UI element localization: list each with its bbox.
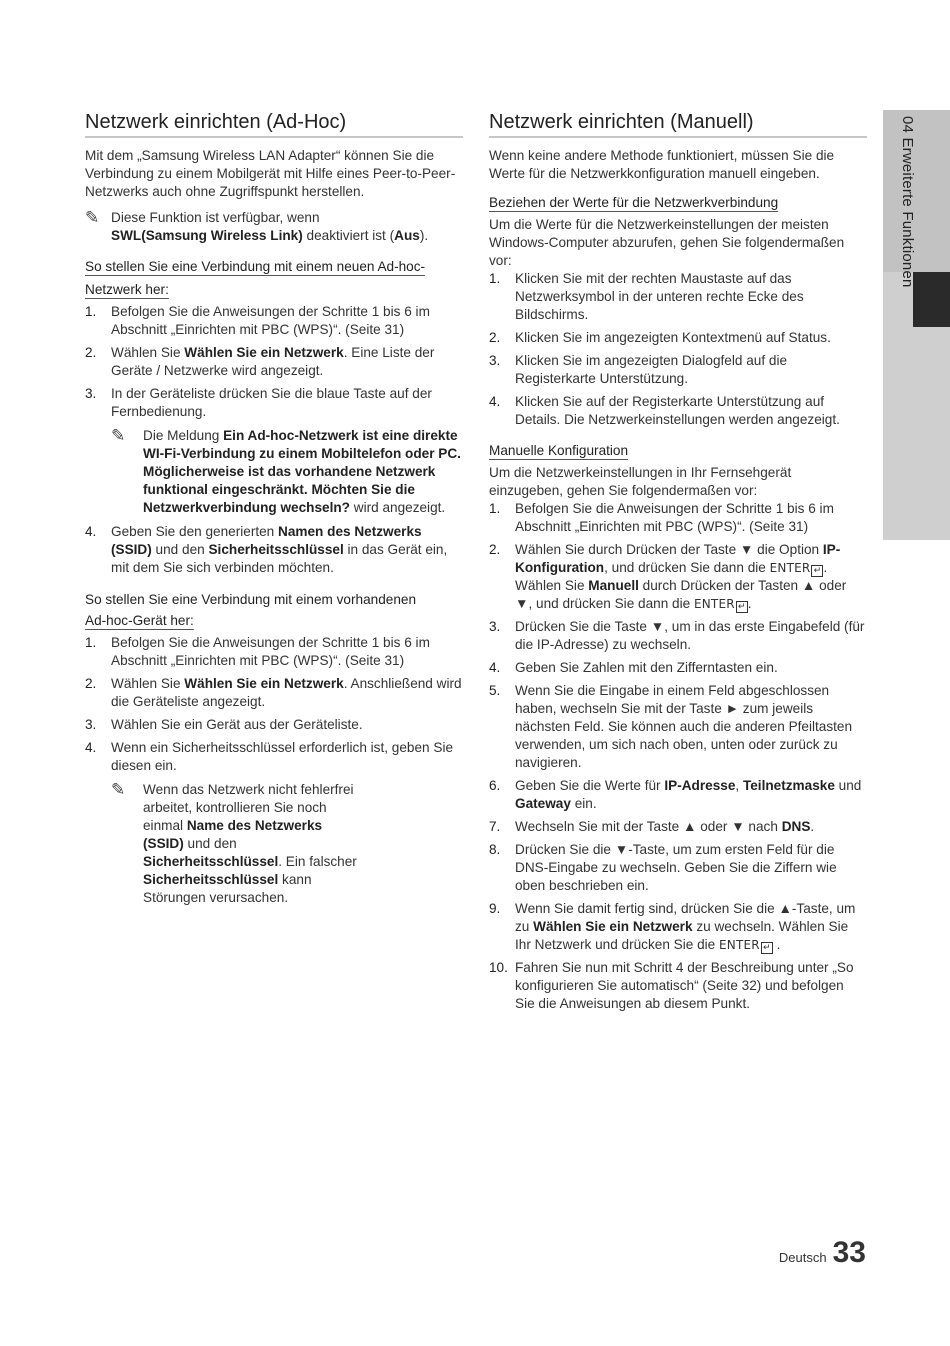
list-item: 8. Drücken Sie die ▼-Taste, um zum ersten Feld für die DNS-Eingabe zu wechseln. Geben Sie die Ziffern wie oben beschrieben ein. xyxy=(489,842,837,893)
list-item: 4. Wenn ein Sicherheitsschlüssel erforderlich ist, geben Sie diesen ein. xyxy=(85,740,454,773)
left-column xyxy=(85,110,463,913)
pencil-icon: ✎ xyxy=(111,426,126,445)
note: ✎ Wenn das Netzwerk nicht fehlerfrei arbeitet, kontrollieren Sie noch einmal Name des Netzwerks (SSID) und den Sicherheitsschlüssel. Ein falscher Sicherheitsschlüssel kann Störungen verursachen. xyxy=(111,780,357,905)
section-title: Netzwerk einrichten (Ad-Hoc) xyxy=(85,110,463,138)
subheading: Beziehen der Werte für die Netzwerkverbindung xyxy=(489,195,779,210)
list-item: 3. In der Geräteliste drücken Sie die blaue Taste auf der Fernbedienung. xyxy=(85,386,432,419)
intro-paragraph: Mit dem „Samsung Wireless LAN Adapter“ können Sie die Verbindung zu einem Mobilgerät mit Hilfe eines Peer-to-Peer-Netzwerks auch ohne Zugriffspunkt herstellen. xyxy=(85,148,456,199)
list-item: 1. Befolgen Sie die Anweisungen der Schritte 1 bis 6 im Abschnitt „Einrichten mit PBC (WPS)“. (Seite 31) xyxy=(489,501,834,534)
page-number: 33 xyxy=(832,1236,866,1269)
section-title: Netzwerk einrichten (Manuell) xyxy=(489,110,867,138)
list-item: 4. Klicken Sie auf der Registerkarte Unterstützung auf Details. Die Netzwerkeinstellungen werden angezeigt. xyxy=(489,394,840,427)
list-item: 2. Wählen Sie durch Drücken der Taste ▼ die Option IP-Konfiguration, und drücken Sie dann die ENTER ↵ . Wählen Sie Manuell durch Drücken der Tasten ▲ oder ▼, und drücken Sie dann die ENTER ↵ . xyxy=(489,542,847,612)
chapter-tab-label: 04 Erweiterte Funktionen xyxy=(899,116,916,288)
list-item: 5. Wenn Sie die Eingabe in einem Feld abgeschlossen haben, wechseln Sie mit der Taste ► zum jeweils nächsten Feld. Sie können auch die anderen Pfeiltasten verwenden, um sich nach oben, unten oder zurück zu navigieren. xyxy=(489,683,853,770)
list-item: 3. Drücken Sie die Taste ▼, um in das erste Eingabefeld (für die IP-Adresse) zu wechseln. xyxy=(489,619,865,652)
list-item: 7. Wechseln Sie mit der Taste ▲ oder ▼ nach DNS. xyxy=(489,819,815,834)
pencil-icon: ✎ xyxy=(111,780,126,799)
list-item: 6. Geben Sie die Werte für IP-Adresse, Teilnetzmaske und Gateway ein. xyxy=(489,778,862,811)
subheading: So stellen Sie eine Verbindung mit einem vorhandenen Ad-hoc-Gerät her: xyxy=(85,592,417,628)
list-item: 9. Wenn Sie damit fertig sind, drücken Sie die ▲-Taste, um zu Wählen Sie ein Netzwerk zu wechseln. Wählen Sie Ihr Netzwerk und drücken Sie die ENTER ↵ . xyxy=(489,901,856,953)
pencil-icon: ✎ xyxy=(85,208,100,227)
step-list xyxy=(85,523,463,577)
list-item: 3. Klicken Sie im angezeigten Dialogfeld auf die Registerkarte Unterstützung. xyxy=(489,353,788,386)
enter-key-icon: ENTER ↵ xyxy=(770,561,824,575)
enter-key-icon: ENTER ↵ xyxy=(694,597,748,611)
step-list xyxy=(489,270,867,429)
list-item: 2. Wählen Sie Wählen Sie ein Netzwerk. Eine Liste der Geräte / Netzwerke wird angezeigt. xyxy=(85,345,435,378)
enter-key-icon: ENTER ↵ xyxy=(719,938,773,952)
list-item: 1. Klicken Sie mit der rechten Maustaste auf das Netzwerksymbol in der unteren rechte Ecke des Bildschirms. xyxy=(489,271,804,322)
subheading: So stellen Sie eine Verbindung mit einem neuen Ad-hoc- Netzwerk her: xyxy=(85,259,426,297)
subheading: Manuelle Konfiguration xyxy=(489,443,629,458)
paragraph: Um die Werte für die Netzwerkeinstellungen der meisten Windows-Computer abzurufen, gehen Sie folgendermaßen vor: xyxy=(489,217,845,268)
paragraph: Um die Netzwerkeinstellungen in Ihr Fernsehgerät einzugeben, gehen Sie folgendermaßen vor: xyxy=(489,465,792,498)
list-item: 1. Befolgen Sie die Anweisungen der Schritte 1 bis 6 im Abschnitt „Einrichten mit PBC (WPS)“. (Seite 31) xyxy=(85,635,430,668)
list-item: 4. Geben Sie den generierten Namen des Netzwerks (SSID) und den Sicherheitsschlüssel in das Gerät ein, mit dem Sie sich verbinden möchten. xyxy=(85,524,448,575)
intro-paragraph: Wenn keine andere Methode funktioniert, müssen Sie die Werte für die Netzwerkkonfiguration manuell eingeben. xyxy=(489,148,835,181)
list-item: 3. Wählen Sie ein Gerät aus der Geräteliste. xyxy=(85,717,363,732)
page-footer xyxy=(779,1236,866,1270)
note: ✎ Diese Funktion ist verfügbar, wenn SWL(Samsung Wireless Link) deaktiviert ist (Aus). xyxy=(85,208,429,243)
step-list xyxy=(85,634,463,775)
list-item: 4. Geben Sie Zahlen mit den Zifferntasten ein. xyxy=(489,660,778,675)
right-column xyxy=(489,110,867,1019)
note: ✎ Die Meldung Ein Ad-hoc-Netzwerk ist eine direkte WI-Fi-Verbindung zu einem Mobiltelefon oder PC. Möglicherweise ist das vorhandene Netzwerk funktional eingeschränkt. Möchten Sie die Netzwerkverbindung wechseln? wird angezeigt. xyxy=(111,426,461,515)
list-item: 2. Wählen Sie Wählen Sie ein Netzwerk. Anschließend wird die Geräteliste angezeigt. xyxy=(85,676,462,709)
list-item: 1. Befolgen Sie die Anweisungen der Schritte 1 bis 6 im Abschnitt „Einrichten mit PBC (WPS)“. (Seite 31) xyxy=(85,304,430,337)
list-item: 2. Klicken Sie im angezeigten Kontextmenü auf Status. xyxy=(489,330,831,345)
step-list xyxy=(85,303,463,421)
list-item: 10. Fahren Sie nun mit Schritt 4 der Beschreibung unter „So konfigurieren Sie automatisch“ (Seite 32) und befolgen Sie die Anweisungen ab diesem Punkt. xyxy=(489,960,854,1011)
chapter-tab-marker xyxy=(913,272,950,327)
footer-language: Deutsch xyxy=(778,1250,827,1265)
step-list xyxy=(489,500,867,1013)
